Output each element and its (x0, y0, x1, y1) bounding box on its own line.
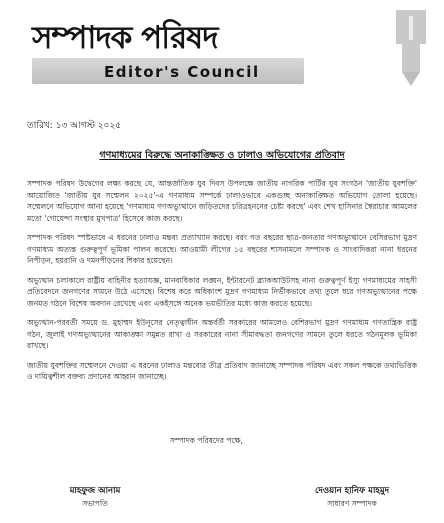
date-line: তারিখ: ১৩ আগস্ট ২০২৫ (27, 121, 122, 131)
signatory-name: মাহফুজ আনাম (69, 486, 121, 496)
headline: গণমাধ্যমের বিরুদ্ধে অনাকাঙ্ক্ষিত ও ঢালাও অভিযোগের প্রতিবাদ (99, 150, 345, 161)
org-name: সম্পাদক পরিষদ (32, 20, 218, 56)
signature-president (40, 484, 150, 518)
paragraph: অভ্যুত্থান-পরবর্তী সময়ে ড. মুহাম্মদ ইউনূসের নেতৃত্বাধীন অন্তর্বর্তী সরকারের আমলেও বেশিরভাগ মুদ্রণ গণমাধ্যম গণতান্ত্রিক রাষ্ট্র গঠন, জুলাই গণঅভ্যুত্থানের আকাঙ্ক্ষা সমুন্নত রাখা ও সরকারের নানা সীমাবদ্ধতা জনগণের সামনে তুলে ধরতে গঠনমূলক ভূমিকা রাখছে। (27, 318, 417, 350)
letterhead (0, 0, 444, 100)
paragraph: অভ্যুত্থান চলাকালে রাষ্ট্রীয় বাহিনীর হত্যাযজ্ঞ, মানবাধিকার লঙ্ঘন, ইন্টারনেট ব্ল্যাকআউটসহ নানা গুরুত্বপূর্ণ ইস্যু গণমাধ্যমের সাহসী প্রতিবেদনে জনগণের সামনে উঠে এসেছে। বিশেষ করে অধিকাংশ মুদ্রণ গণমাধ্যম নির্ভীকভাবে তথ্য তুলে ধরে গণঅভ্যুত্থানের পক্ষে জনমত গঠনে বিশেষ অবদান রেখেছে এবং একইসঙ্গে অনেক ভয়ভীতির মধ্যে কাজ করতে হয়েছে। (27, 275, 417, 308)
paragraph: সম্পাদক পরিষদ উদ্বেগের লক্ষ্য করছে যে, আন্তর্জাতিক যুব দিবস উপলক্ষে জাতীয় নাগরিক পার্টির যুব সংগঠন 'জাতীয় যুবশক্তি' আয়োজিত 'জাতীয় যুব সম্মেলন ২০২৫'-এ গণমাধ্যম সম্পর্কে ঢালাওভাবে একগুচ্ছ অনাকাঙ্ক্ষিত অভিযোগ তোলা হয়েছে। সম্মেলনে অভিযোগ আনা হয়েছে 'গণমাধ্যম গণঅভ্যুত্থানে জড়িতদের চরিত্রহননের চেষ্টা করছে' এবং শেখ হাসিনার স্বৈরাচার আমলের মতো 'গোয়েন্দা সংস্থার মুখপাত্র' হিসেবে কাজ করছে। (27, 179, 417, 223)
signatory-title: সভাপতি (82, 499, 108, 508)
closing-line: সম্পাদক পরিষদের পক্ষে, (170, 436, 243, 445)
signatory-title: সাধারণ সম্পাদক (327, 499, 377, 508)
statement-body (27, 178, 417, 391)
signatory-name: দেওয়ান হানিফ মাহমুদ (314, 486, 390, 496)
signature-general-secretary (282, 484, 422, 518)
paragraph: জাতীয় যুবশক্তির সম্মেলনে দেওয়া এ ধরনের ঢালাও মন্তব্যের তীব্র প্রতিবাদ জানাচ্ছে সম্পাদক পরিষদ এবং সকল পক্ষকে তথ্যভিত্তিক ও দায়িত্বশীল বক্তব্য প্রদানের আহ্বান জানাচ্ছে। (27, 360, 417, 381)
pen-logo-icon (384, 8, 438, 86)
org-name-english: Editor's Council (104, 63, 260, 81)
paragraph: সম্পাদক পরিষদ স্পষ্টভাবে এ ধরনের ঢালাও মন্তব্য প্রত্যাখ্যান করছে। বরং গত বছরের ছাত্র-জনতার গণঅভ্যুত্থানে বেসিরভাগ মুদ্রণ গণমাধ্যম অত্যন্ত গুরুত্বপূর্ণ ভূমিকা পালন করেছে। আওয়ামী লীগের ১৫ বছরের শাসনামলে সম্পাদক ও সাংবাদিকরা নানা ধরনের নিপীড়ন, হয়রানি ও দমনপীড়নের শিকার হয়েছেন। (27, 233, 417, 265)
